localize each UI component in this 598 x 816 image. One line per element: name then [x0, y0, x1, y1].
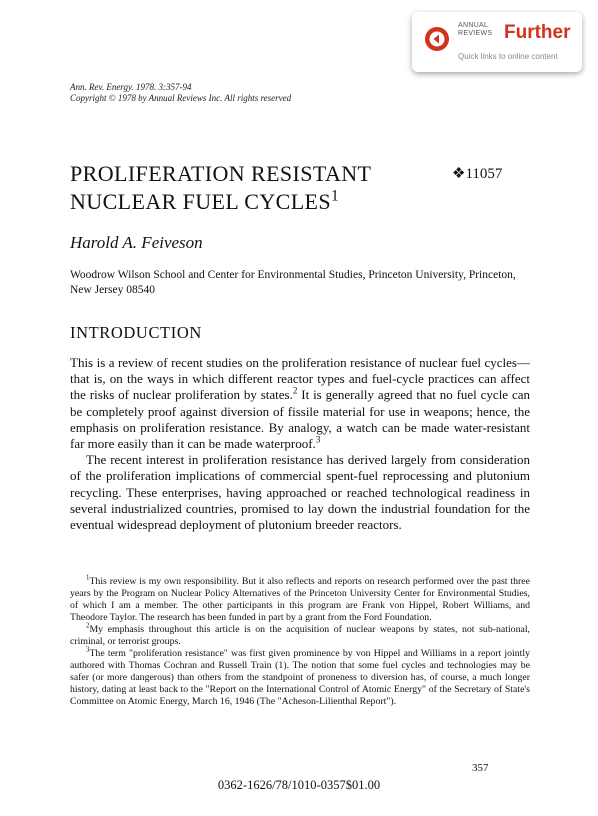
footnote-1-mark: 1 — [86, 574, 90, 582]
citation-copyright: Copyright © 1978 by Annual Reviews Inc. All rights reserved — [70, 93, 292, 103]
footnote-3 — [70, 648, 530, 708]
footnote-2-mark: 2 — [86, 622, 90, 630]
footnote-1 — [70, 576, 530, 624]
section-heading: INTRODUCTION — [70, 323, 202, 342]
paragraph-2: The recent interest in proliferation resistance has derived largely from consideration of the proliferation implications of commercial spent-fuel reprocessing and plutonium recycling. These enterprises, having approached or reached technological readiness in several industrialized countries, promised to lay down the industrial foundation for the eventual widespread deployment of plutonium breeder reactors. — [70, 452, 530, 533]
citation-journal: Ann. Rev. Energy. 1978. 3:357-94 — [70, 82, 192, 92]
author-name: Harold A. Feiveson — [70, 233, 203, 252]
author-affiliation: Woodrow Wilson School and Center for Environmental Studies, Princeton University, Princeton, New Jersey 08540 — [70, 269, 516, 296]
body-text — [70, 355, 530, 533]
footnote-ref-3: 3 — [315, 434, 321, 445]
title-line-1: PROLIFERATION RESISTANT — [70, 161, 372, 186]
article-title — [70, 160, 371, 216]
paragraph-1-part-a: This is a review of recent studies on the proliferation resistance of nuclear fuel cycles—that is, on the ways in which different reactor types and fuel-cycle practices can affect the risks of nuclear proliferation by states. — [70, 355, 530, 403]
title-footnote-mark: 1 — [331, 187, 340, 205]
badge-publisher — [458, 22, 492, 38]
title-line-2 — [70, 188, 371, 216]
footnote-2 — [70, 624, 530, 648]
badge-further-word: Further — [504, 22, 571, 43]
footnotes — [70, 576, 530, 708]
badge-subtitle: Quick links to online content — [458, 52, 558, 61]
citation-block — [70, 82, 291, 104]
article-code: ❖11057 — [452, 166, 503, 182]
footnote-3-text: The term "proliferation resistance" was first given prominence by von Hippel and Williams in a report jointly authored with Thomas Cochran and Russell Train (1). The notion that some fuel cycles and technologies may be safer (or more dangerous) than others from the standpoint of proneness to diversion has, of course, a much longer history, dating at least back to the "Report on the International Control of Atomic Energy" of the Secretary of State's Committee on Atomic Energy, March 16, 1946 (The "Acheson-Lilienthal Report"). — [70, 648, 530, 707]
footnote-2-text: My emphasis throughout this article is on the acquisition of nuclear weapons by states, not sub-national, criminal, or terrorist groups. — [70, 624, 530, 647]
footnote-3-mark: 3 — [86, 646, 90, 654]
annual-reviews-logo-icon — [424, 26, 450, 52]
footnote-ref-2: 2 — [292, 386, 298, 397]
badge-publisher-line2: REVIEWS — [458, 30, 493, 37]
title-line-2-text: NUCLEAR FUEL CYCLES — [70, 189, 332, 214]
issn-code: 0362-1626/78/1010-0357$01.00 — [217, 778, 381, 792]
footnote-1-text: This review is my own responsibility. But it also reflects and reports on research performed over the past three years by the Program on Nuclear Policy Alternatives of the Princeton University Center for Environmental Studies, of which I am a member. The other participants in this program are Frank von Hippel, Robert Williams, and Theodore Taylor. The research has been funded in part by a grant from the Ford Foundation. — [70, 576, 530, 623]
page-number: 357 — [472, 762, 489, 774]
paragraph-1 — [70, 355, 530, 452]
paragraph-1-part-b: It is generally agreed that no fuel cycle can be completely proof against diversion of fissile material for use in weapons; hence, the emphasis on proliferation resistance. By analogy, a watch can be made water-resistant far more easily than it can be made waterproof. — [70, 387, 530, 452]
badge-publisher-line1: ANNUAL — [458, 22, 489, 29]
further-badge[interactable] — [412, 12, 582, 72]
